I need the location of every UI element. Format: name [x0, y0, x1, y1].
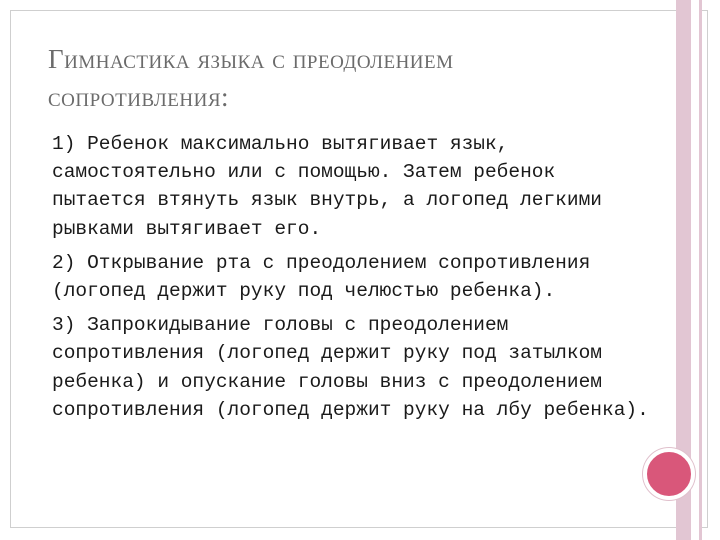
slide-content-list: [52, 130, 652, 430]
decorative-bar-line: [699, 0, 702, 540]
decorative-circle: [643, 448, 695, 500]
list-item: 2) Открывание рта с преодолением сопротивления (логопед держит руку под челюстью ребенка).: [52, 251, 591, 303]
list-item: 3) Запрокидывание головы с преодолением сопротивления (логопед держит руку под затылком ребенка) и опускание головы вниз с преодолением сопротивления (логопед держит руку на лбу ребенка).: [52, 314, 649, 421]
list-item: 1) Ребенок максимально вытягивает язык, самостоятельно или с помощью. Затем ребенок пытается втянуть язык внутрь, а логопед легкими рывками вытягивает его.: [52, 133, 602, 240]
slide-title: Гимнастика языка с преодолением сопротивления:: [48, 44, 454, 112]
decorative-bar-gap: [691, 0, 699, 540]
